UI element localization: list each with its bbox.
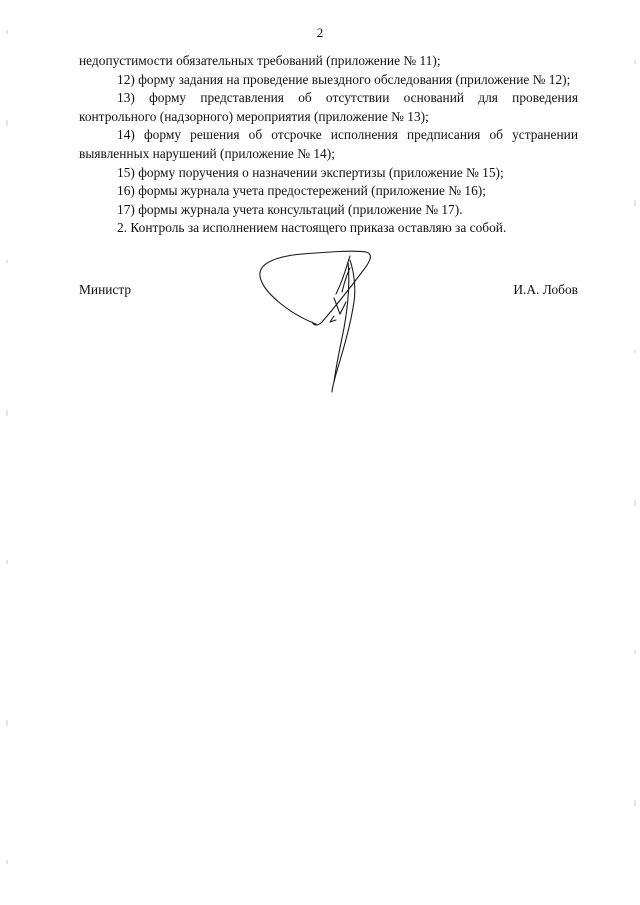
paragraph-item-16: 16) формы журнала учета предостережений (приложение № 16);: [117, 183, 486, 199]
signatory-title: Министр: [79, 282, 132, 297]
paragraph-control-clause: 2. Контроль за исполнением настоящего приказа оставляю за собой.: [117, 220, 507, 236]
signatory-name: И.А. Лобов: [513, 282, 578, 297]
paragraph-item-17: 17) формы журнала учета консультаций (приложение № 17).: [117, 201, 463, 217]
handwritten-signature: [250, 232, 390, 402]
paragraph-item-13: 13) форму представления об отсутствии оснований для проведения контрольного (надзорного) мероприятия (приложение № 13);: [79, 90, 578, 124]
document-body: [79, 52, 578, 238]
page-number: 2: [316, 25, 324, 40]
paragraph-item-12: 12) форму задания на проведение выездного обследования (приложение № 12);: [117, 71, 571, 87]
paragraph-continuation: недопустимости обязательных требований (приложение № 11);: [79, 53, 441, 68]
paragraph-item-15: 15) форму поручения о назначении экспертизы (приложение № 15);: [117, 164, 504, 180]
paragraph-item-14: 14) форму решения об отсрочке исполнения предписания об устранении выявленных нарушений (приложение № 14);: [79, 127, 578, 161]
scan-edge-marks-right: [634, 0, 636, 905]
scan-edge-marks-left: [6, 0, 8, 905]
